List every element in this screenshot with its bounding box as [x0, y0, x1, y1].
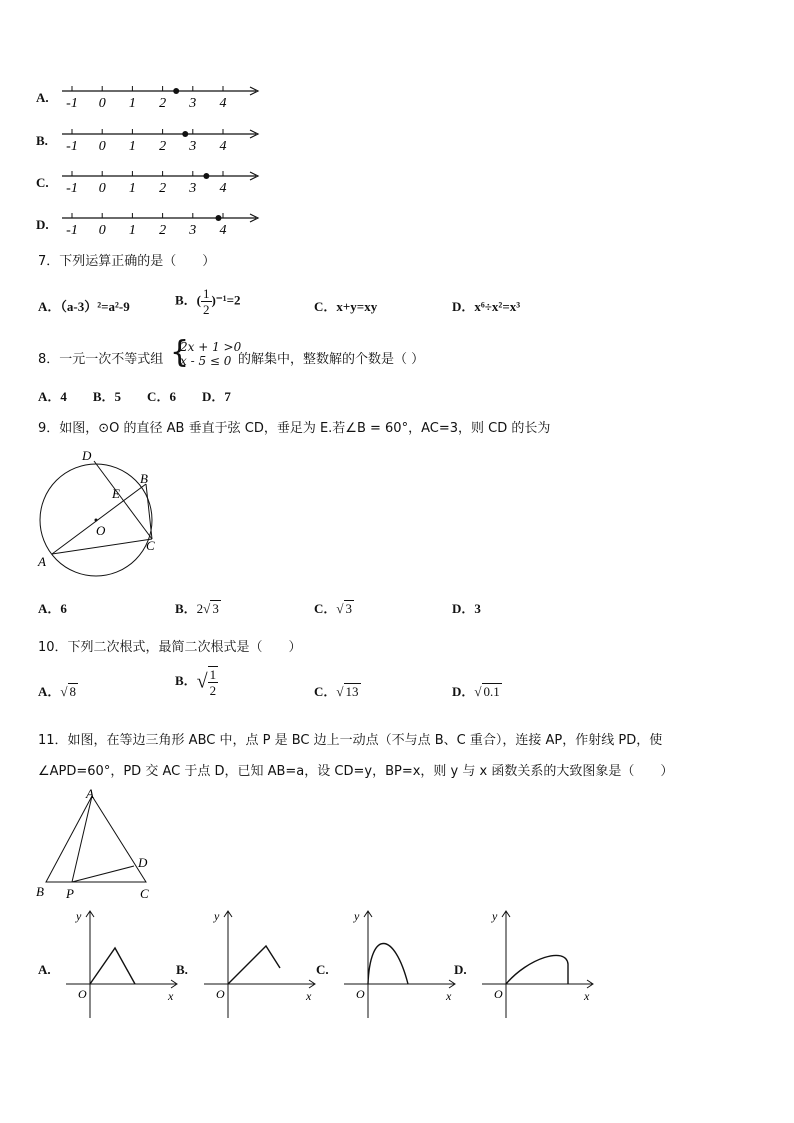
- point-a-label: A: [86, 786, 94, 801]
- q10-option-d[interactable]: D．√ 0.1: [452, 684, 500, 699]
- tick-label: 4: [219, 181, 227, 196]
- option-text: x⁶÷x²=x³: [474, 299, 521, 314]
- y-axis-label: y: [492, 909, 498, 923]
- q10-stem: 10．下列二次根式，最简二次根式是（ ）: [38, 640, 302, 655]
- q10-option-b[interactable]: B．√ $\frac{1}{2}$: [175, 667, 217, 698]
- radicand: 13: [345, 684, 359, 699]
- q7-stem: 7．下列运算正确的是（ ）: [38, 254, 216, 269]
- option-text: （a-3）²=a²-9: [60, 299, 130, 314]
- number-line: [58, 209, 268, 239]
- x-axis-label: x: [584, 989, 590, 1003]
- function-graph: [334, 906, 462, 1024]
- option-text: ⁻¹=2: [215, 292, 241, 308]
- solution-point: [203, 173, 209, 179]
- solution-point: [182, 131, 188, 137]
- q9-option-c[interactable]: C．√ 3: [314, 601, 353, 616]
- function-curve: [228, 946, 280, 984]
- q10-option-a[interactable]: A．√ 8: [38, 684, 77, 699]
- point-b-label: B: [36, 884, 44, 899]
- origin-label: O: [494, 987, 503, 1001]
- option-label: D．: [452, 601, 475, 616]
- q11-line-1: 11．如图，在等边三角形 ABC 中，点 P 是 BC 边上一动点（不与点 B、C 重合），连接 AP，作射线 PD，使: [38, 733, 663, 748]
- x-axis-label: x: [446, 989, 452, 1003]
- q8-stem-post: 的解集中，整数解的个数是（ ）: [238, 352, 425, 367]
- option-label: D.: [36, 217, 49, 232]
- point-d-label: D: [82, 448, 92, 463]
- tick-label: 3: [189, 139, 197, 154]
- option-label: A．: [38, 299, 61, 314]
- tick-label: 4: [219, 139, 227, 154]
- option-label: B．: [175, 292, 197, 308]
- option-label: B.: [36, 133, 48, 148]
- arrow-icon: [502, 911, 593, 988]
- function-graph: [194, 906, 322, 1024]
- tick-label: 3: [189, 181, 197, 196]
- option-label: A.: [38, 962, 51, 977]
- option-text: 3: [474, 601, 481, 616]
- option-label: B.: [176, 962, 188, 977]
- q9-stem: 9．如图，⊙O 的直径 AB 垂直于弦 CD，垂足为 E.若∠B = 60°，AC=3，则 CD 的长为: [38, 421, 551, 436]
- brace-icon: {: [170, 335, 190, 370]
- option-label: D．: [452, 684, 475, 699]
- option-text: x+y=xy: [336, 299, 378, 314]
- fraction: $\frac{1}{2}$: [203, 286, 210, 317]
- point-p-label: P: [66, 886, 74, 901]
- solution-point: [215, 215, 221, 221]
- y-axis-label: y: [76, 909, 82, 923]
- option-label: B．: [175, 672, 197, 688]
- q9-option-d[interactable]: [452, 598, 481, 617]
- tick-label: -1: [66, 181, 78, 196]
- q11-line-2: ∠APD=60°，PD 交 AC 于点 D，已知 AB=a，设 CD=y，BP=x，则 y 与 x 函数关系的大致图象是（ ）: [38, 764, 674, 779]
- triangle-figure: [34, 786, 164, 904]
- function-graph: [56, 906, 184, 1024]
- function-curve: [506, 955, 568, 984]
- solution-point: [173, 88, 179, 94]
- tick-label: 1: [128, 139, 136, 154]
- tick-label: 1: [128, 96, 136, 111]
- point-b-label: B: [140, 471, 148, 486]
- tick-label: 0: [98, 181, 106, 196]
- option-label: D.: [454, 962, 467, 977]
- option-label: C．: [314, 601, 337, 616]
- function-curve: [90, 948, 135, 984]
- inequality-system: [180, 340, 241, 368]
- tick-label: 2: [159, 181, 167, 196]
- coefficient: 2: [196, 601, 204, 616]
- y-axis-label: y: [354, 909, 360, 923]
- radicand: 3: [212, 601, 219, 616]
- point-d-label: D: [138, 855, 148, 870]
- radicand: 0.1: [483, 684, 500, 699]
- circle-figure: [32, 440, 172, 580]
- tick-label: 1: [128, 223, 136, 238]
- option-label: A.: [36, 90, 49, 105]
- point-c-label: C: [140, 886, 149, 901]
- option-label: B．: [175, 601, 197, 616]
- point-e-label: E: [112, 486, 120, 501]
- tick-label: 3: [189, 96, 197, 111]
- tick-label: 0: [98, 223, 106, 238]
- tick-label: 4: [219, 223, 227, 238]
- x-axis-label: x: [168, 989, 174, 1003]
- q10-option-c[interactable]: C．√ 13: [314, 684, 359, 699]
- q7-option-d[interactable]: [452, 296, 520, 315]
- point-c-label: C: [146, 538, 155, 553]
- q7-option-a[interactable]: [38, 296, 130, 315]
- number-line: [58, 82, 268, 112]
- tick-label: -1: [66, 223, 78, 238]
- tick-label: 1: [128, 181, 136, 196]
- tick-label: 0: [98, 139, 106, 154]
- origin-label: O: [356, 987, 365, 1001]
- option-label: A．: [38, 601, 61, 616]
- fraction: $\frac{1}{2}$: [209, 667, 217, 698]
- inequality-1: 2x + 1 >0: [180, 340, 242, 354]
- tick-label: 0: [98, 96, 106, 111]
- inequality-2: x - 5 ≤ 0: [180, 354, 232, 368]
- number-line: [58, 167, 268, 197]
- radicand: 8: [69, 684, 77, 699]
- option-label: A．: [38, 684, 61, 699]
- tick-label: -1: [66, 139, 78, 154]
- tick-label: -1: [66, 96, 78, 111]
- function-graph: [472, 906, 600, 1024]
- option-label: C．: [314, 684, 337, 699]
- point-a-label: A: [38, 554, 46, 569]
- tick-label: 2: [159, 96, 167, 111]
- arrow-icon: [364, 911, 455, 988]
- q7-option-c[interactable]: [314, 296, 377, 315]
- q8-options[interactable]: A．4 B．5 C．6 D．7: [38, 389, 231, 404]
- y-axis-label: y: [214, 909, 220, 923]
- q8-stem-pre: 8．一元一次不等式组: [38, 352, 164, 367]
- option-label: C.: [36, 175, 49, 190]
- tick-label: 4: [219, 96, 227, 111]
- tick-label: 2: [159, 139, 167, 154]
- option-label: D．: [452, 299, 475, 314]
- origin-label: O: [216, 987, 225, 1001]
- number-line: [58, 125, 268, 155]
- q9-option-b[interactable]: B．2√ 3: [175, 601, 219, 616]
- q7-option-b[interactable]: B．( $\frac{1}{2}$ )⁻¹=2: [175, 286, 241, 317]
- q9-option-a[interactable]: [38, 598, 67, 617]
- tick-label: 3: [189, 223, 197, 238]
- function-curve: [368, 944, 408, 985]
- option-text: 6: [60, 601, 67, 616]
- tick-label: 2: [159, 223, 167, 238]
- option-label: C.: [316, 962, 329, 977]
- option-label: C．: [314, 299, 337, 314]
- x-axis-label: x: [306, 989, 312, 1003]
- origin-label: O: [78, 987, 87, 1001]
- point-o-label: O: [96, 523, 106, 538]
- arrow-icon: [224, 911, 315, 988]
- radicand: 3: [345, 601, 353, 616]
